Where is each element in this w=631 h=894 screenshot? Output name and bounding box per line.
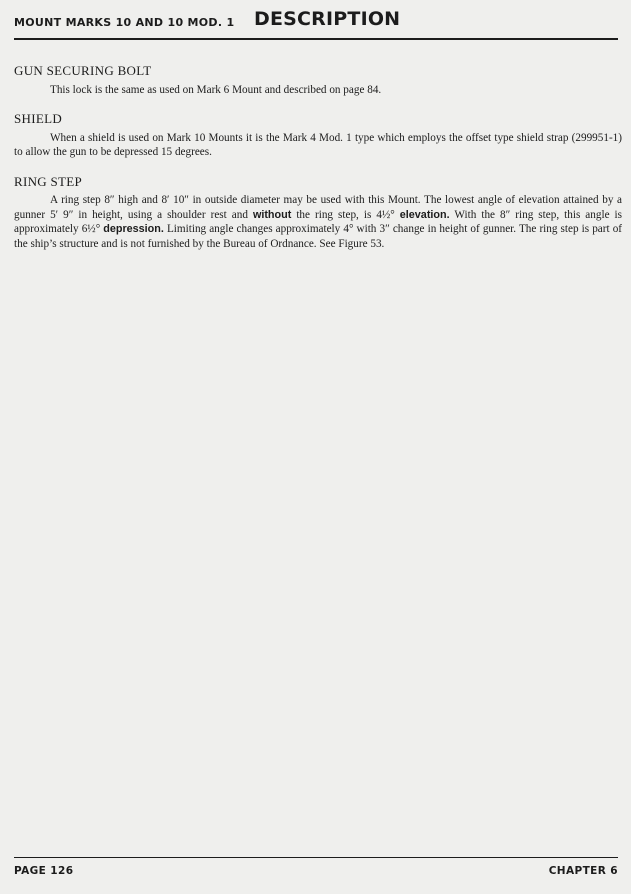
paragraph-gun-securing-bolt: This lock is the same as used on Mark 6 Mount and described on page 84. (50, 83, 382, 96)
footer-rule (14, 857, 618, 858)
ring-step-bold-depression: depression. (103, 223, 164, 235)
running-head: MOUNT MARKS 10 AND 10 MOD. 1 (14, 16, 235, 29)
page-header (14, 8, 618, 36)
page-body (14, 64, 622, 266)
ring-step-bold-without: without (252, 208, 292, 221)
ring-step-text-3: With the 8″ ring step, this angle is approximately 6½° (14, 208, 622, 235)
heading-gun-securing-bolt: GUN SECURING BOLT (14, 63, 152, 78)
paragraph-ring-step (14, 193, 622, 251)
heading-shield: SHIELD (14, 111, 63, 126)
ring-step-bold-elevation: elevation. (399, 208, 450, 221)
ring-step-text-1: A ring step 8″ high and 8′ 10″ in outside diameter may be used with this Mount. The lowest angle of elevation attained by a gunner 5′ 9″ in height, using a shoulder rest and (14, 194, 622, 221)
header-rule (14, 38, 618, 40)
chapter-label: CHAPTER 6 (548, 865, 618, 877)
section-title: DESCRIPTION (254, 8, 401, 30)
ring-step-text-2: the ring step, is 4½° (296, 208, 395, 221)
heading-ring-step: RING STEP (14, 173, 83, 189)
paragraph-shield: When a shield is used on Mark 10 Mounts it is the Mark 4 Mod. 1 type which employs the offset type shield strap (299951-1) to allow the gun to be depressed 15 degrees. (14, 131, 622, 158)
ring-step-text-4: Limiting angle changes approximately 4° with 3″ change in height of gunner. The ring step is part of the ship’s structure and is not furnished by the Bureau of Ordnance. See Figure 53. (14, 223, 623, 250)
page-number: PAGE 126 (14, 865, 74, 877)
page-footer (14, 865, 618, 881)
